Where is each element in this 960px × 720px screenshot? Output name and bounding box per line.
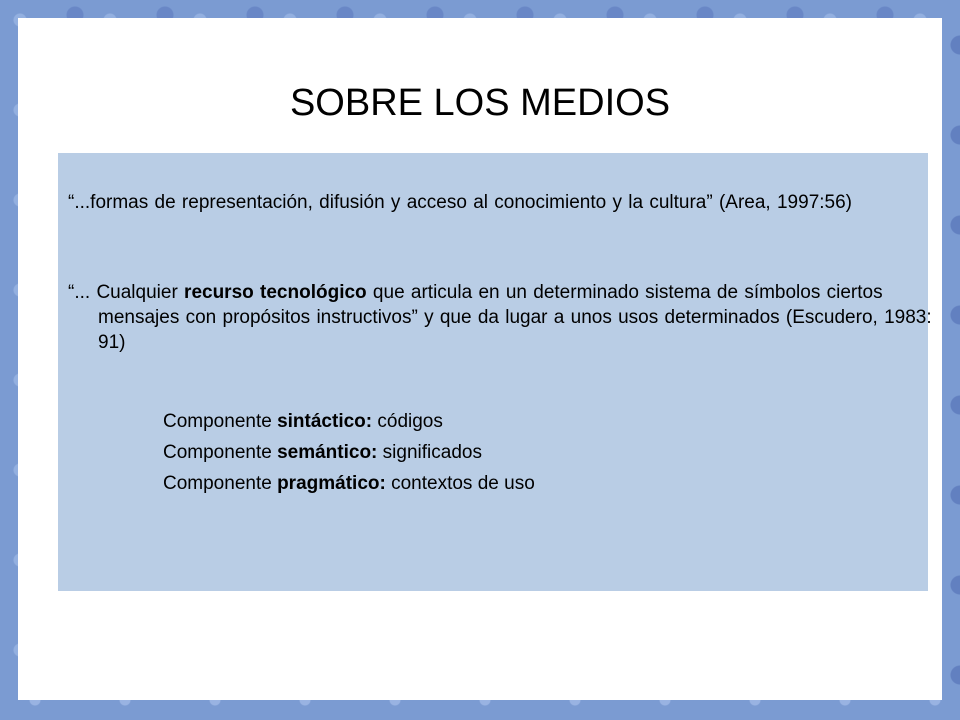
component-description: contextos de uso [385, 473, 535, 494]
quote-escudero [68, 280, 938, 355]
slide-title: SOBRE LOS MEDIOS [289, 82, 671, 124]
component-pragmatic [163, 471, 535, 496]
slide-content-area [18, 18, 942, 700]
component-semantic [163, 440, 482, 465]
component-description: códigos [372, 411, 443, 432]
quote-escudero-intro: “... Cualquier [68, 282, 185, 303]
component-prefix: Componente [163, 442, 278, 463]
component-name: sintáctico: [277, 411, 373, 432]
quote-escudero-rest: que articula en un determinado sistema de símbolos ciertos mensajes con propósitos instructivos” y que da lugar a unos usos determinados (Escudero, 1983: 91) [98, 282, 932, 353]
component-name: semántico: [277, 442, 378, 463]
component-prefix: Componente [163, 411, 278, 432]
component-prefix: Componente [163, 473, 278, 494]
quote-escudero-emphasis: recurso tecnológico [184, 282, 367, 303]
component-name: pragmático: [277, 473, 386, 494]
component-description: significados [377, 442, 482, 463]
text-panel [58, 153, 932, 591]
quote-area: “...formas de representación, difusión y acceso al conocimiento y la cultura” (Area, 1997:56) [68, 192, 852, 213]
component-syntactic [163, 409, 443, 434]
